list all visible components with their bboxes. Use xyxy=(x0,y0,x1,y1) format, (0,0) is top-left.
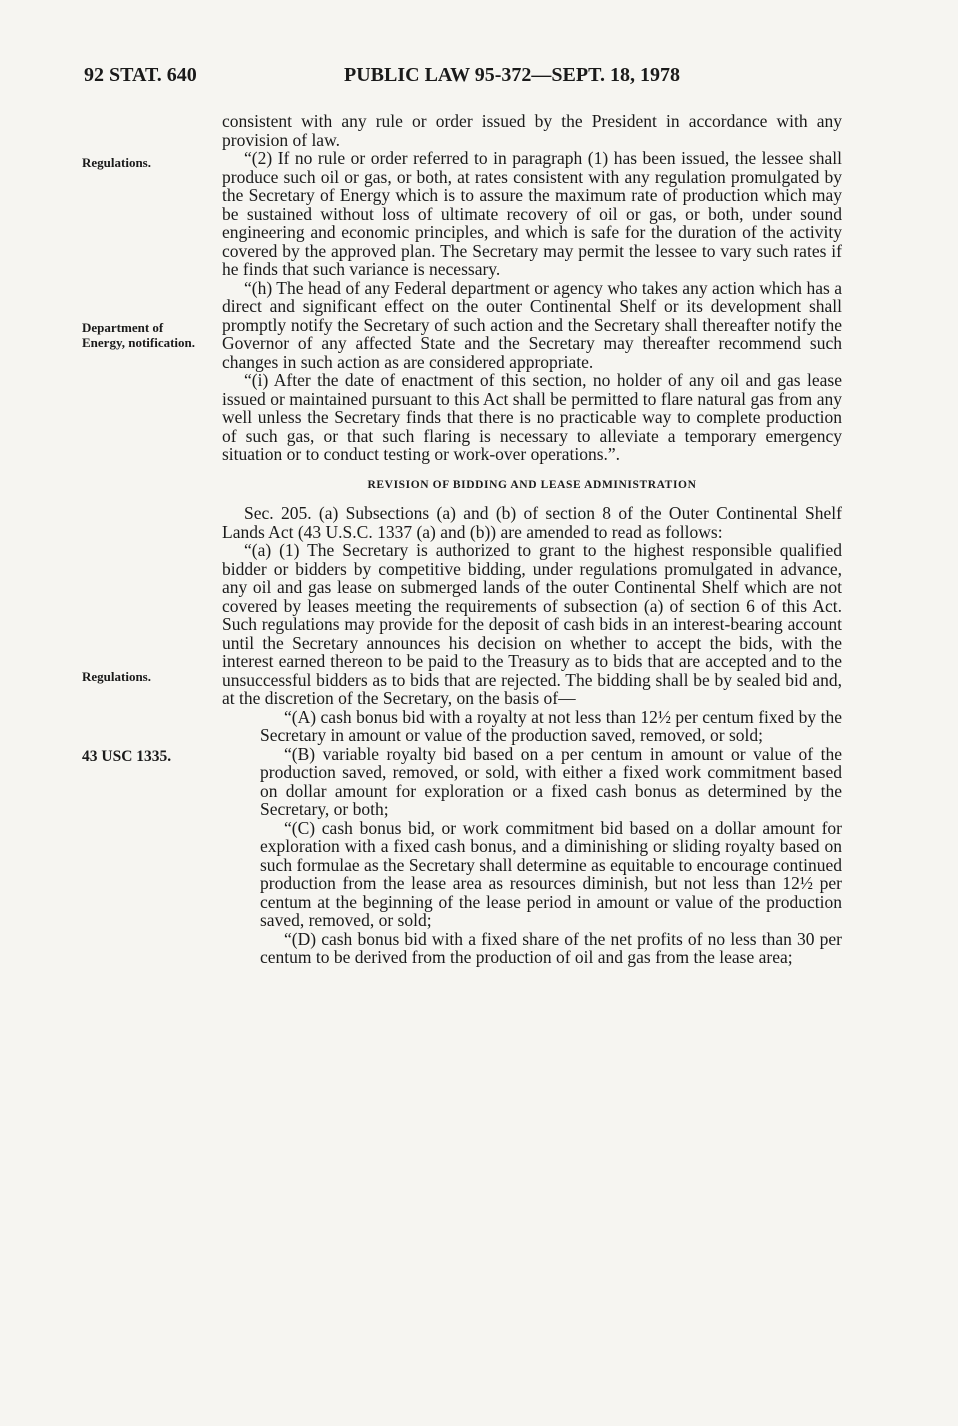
paragraph-h: “(h) The head of any Federal department or agency who takes any action which has a direct and significant effect on the outer Continental Shelf or its development shall promptly notify the Secretary of such action and the Secretary shall thereafter notify the Governor of any affected State and the Secretary may thereafter recommend such changes in such action as are considered appropriate. xyxy=(222,277,842,372)
clause-c: “(C) cash bonus bid, or work commitment bid based on a dollar amount for exploration with a fixed cash bonus, and a diminishing or sliding royalty based on such formulae as the Secretary shall determine as equitable to encourage continued production from the lease area as resources diminish, but not less than 12½ per centum at the beginning of the lease period in amount or value of the production saved, removed, or sold; xyxy=(260,817,842,930)
paragraph-i: “(i) After the date of enactment of this section, no holder of any oil and gas lease issued or maintained pursuant to this Act shall be permitted to flare natural gas from any well unless the Secretary finds that there is no practicable way to complete production of such gas, or that such flaring is necessary to alleviate a temporary emergency situation or to conduct testing or work-over operations.”. xyxy=(222,370,842,464)
clause-b: “(B) variable royalty bid based on a per centum in amount or value of the production saved, removed, or sold, with either a fixed work commitment based on dollar amount for exploration or a fixed cash bonus as determined by the Secretary, or both; xyxy=(260,743,842,819)
margin-note-dept-energy: Department of Energy, notification. xyxy=(82,320,196,350)
law-title: PUBLIC LAW 95-372—SEPT. 18, 1978 xyxy=(344,64,680,86)
clause-a: “(A) cash bonus bid with a royalty at not less than 12½ per centum fixed by the Secretary in amount or value of the production saved, removed, or sold; xyxy=(260,706,842,745)
page-header xyxy=(84,64,864,94)
paragraph-2: “(2) If no rule or order referred to in paragraph (1) has been issued, the lessee shall produce such oil or gas, or both, at rates consistent with any regulation promulgated by the Secretary of Energy which is to assure the maximum rate of production which may be sustained without loss of ultimate recovery of oil or gas, or both, under sound engineering and economic principles, and which is safe for the duration of the activity covered by the approved plan. The Secretary may permit the lessee to vary such rates if he finds that such variance is necessary. xyxy=(222,148,842,279)
section-heading: REVISION OF BIDDING AND LEASE ADMINISTRATION xyxy=(367,478,697,491)
body-text xyxy=(222,112,842,967)
stat-page-number: 92 STAT. 640 xyxy=(84,64,197,86)
paragraph-sec-205: Sec. 205. (a) Subsections (a) and (b) of section 8 of the Outer Continental Shelf Lands Act (43 U.S.C. 1337 (a) and (b)) are amended to read as follows: xyxy=(222,503,842,542)
margin-note-regulations: Regulations. xyxy=(82,155,151,170)
margin-note-regulations-2: Regulations. xyxy=(82,669,151,684)
clause-d: “(D) cash bonus bid with a fixed share of the net profits of no less than 30 per centum to be derived from the production of oil and gas from the lease area; xyxy=(260,928,842,967)
paragraph-a-1: “(a) (1) The Secretary is authorized to grant to the highest responsible qualified bidder or bidders by competitive bidding, under regulations promulgated in advance, any oil and gas lease on submerged lands of the outer Continental Shelf which are not covered by leases meeting the requirements of subsection (a) of section 6 of this Act. Such regulations may provide for the deposit of cash bids in an interest-bearing account until the Secretary announces his decision on whether to accept the bids, with the interest earned thereon to be paid to the Treasury as to bids that are accepted and to the unsuccessful bidders as to bids that are rejected. The bidding shall be by sealed bid and, at the discretion of the Secretary, on the basis of— xyxy=(222,540,842,708)
paragraph-continuation: consistent with any rule or order issued by the President in accordance with any provision of law. xyxy=(222,111,842,150)
margin-note-usc: 43 USC 1335. xyxy=(82,748,172,765)
